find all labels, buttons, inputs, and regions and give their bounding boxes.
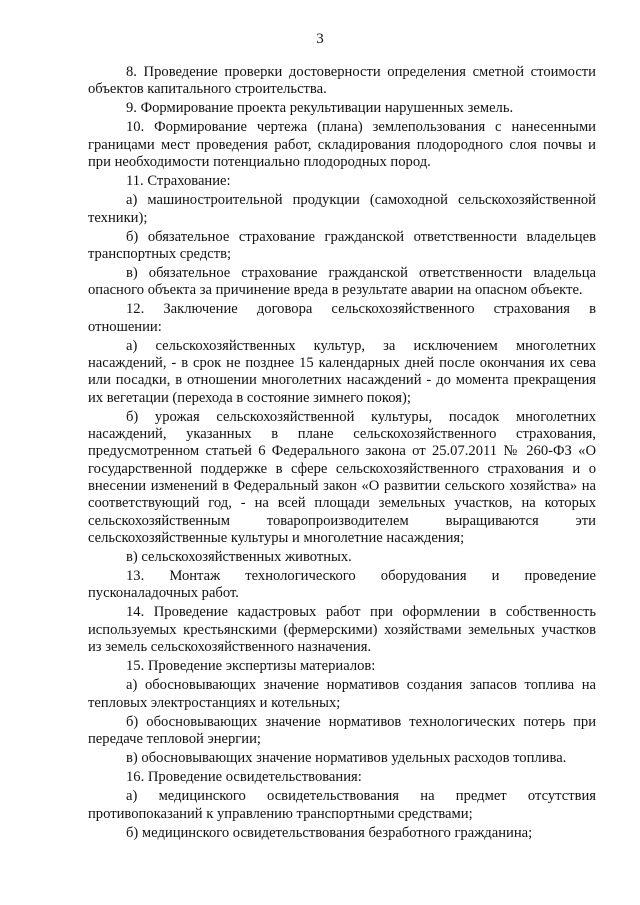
paragraph-16b: б) медицинского освидетельствования безработного гражданина; <box>126 824 533 841</box>
paragraph-11b: б) обязательное страхование гражданской ответственности владельцев транспортных средств; <box>88 228 596 262</box>
paragraph-8: 8. Проведение проверки достоверности определения сметной стоимости объектов капитального строительства. <box>88 64 596 98</box>
document-body <box>88 64 596 844</box>
paragraph-12a: а) сельскохозяйственных культур, за исключением многолетних насаждений, - в срок не позднее 15 календарных дней после окончания их сева или посадки, в отношении многолетних насаждений - до момента прекращения их вегетации (перехода в состояние зимнего покоя); <box>88 337 596 406</box>
page-number: 3 <box>316 31 324 47</box>
paragraph-15b: б) обосновывающих значение нормативов технологических потерь при передаче тепловой энергии; <box>88 713 596 747</box>
paragraph-12b: б) урожая сельскохозяйственной культуры, посадок многолетних насаждений, указанных в плане сельскохозяйственного страхования, предусмотренном статьей 6 Федерального закона от 25.07.2011 № 260-ФЗ «О государственной поддержке в сфере сельскохозяйственного страхования и о внесении изменений в Федеральный закон «О развитии сельского хозяйства» на соответствующий год, - на всей площади земельных участков, на которых сельскохозяйственным товаропроизводителем выращиваются эти сельскохозяйственные культуры и многолетние насаждения; <box>88 408 596 546</box>
paragraph-16a: а) медицинского освидетельствования на предмет отсутствия противопоказаний к управлению транспортными средствами; <box>88 788 596 822</box>
paragraph-11: 11. Страхование: <box>126 173 231 190</box>
paragraph-9: 9. Формирование проекта рекультивации нарушенных земель. <box>126 100 514 117</box>
paragraph-15: 15. Проведение экспертизы материалов: <box>126 658 376 675</box>
paragraph-13: 13. Монтаж технологического оборудования и проведение пусконаладочных работ. <box>88 568 596 602</box>
paragraph-11a: а) машиностроительной продукции (самоходной сельскохозяйственной техники); <box>88 192 596 226</box>
paragraph-12: 12. Заключение договора сельскохозяйственного страхования в отношении: <box>88 301 596 335</box>
paragraph-14: 14. Проведение кадастровых работ при оформлении в собственность используемых крестьянскими (фермерскими) хозяйствами земельных участков из земель сельскохозяйственного назначения. <box>88 604 596 656</box>
paragraph-16: 16. Проведение освидетельствования: <box>126 769 362 786</box>
paragraph-15a: а) обосновывающих значение нормативов создания запасов топлива на тепловых электростанциях и котельных; <box>88 677 596 711</box>
paragraph-15c: в) обосновывающих значение нормативов удельных расходов топлива. <box>126 750 567 767</box>
paragraph-10: 10. Формирование чертежа (плана) землепользования с нанесенными границами мест проведения работ, складирования плодородного слоя почвы и при необходимости потенциально плодородных пород. <box>88 119 596 171</box>
paragraph-12c: в) сельскохозяйственных животных. <box>126 548 352 565</box>
paragraph-11c: в) обязательное страхование гражданской ответственности владельца опасного объекта за причинение вреда в результате аварии на опасном объекте. <box>88 265 596 299</box>
